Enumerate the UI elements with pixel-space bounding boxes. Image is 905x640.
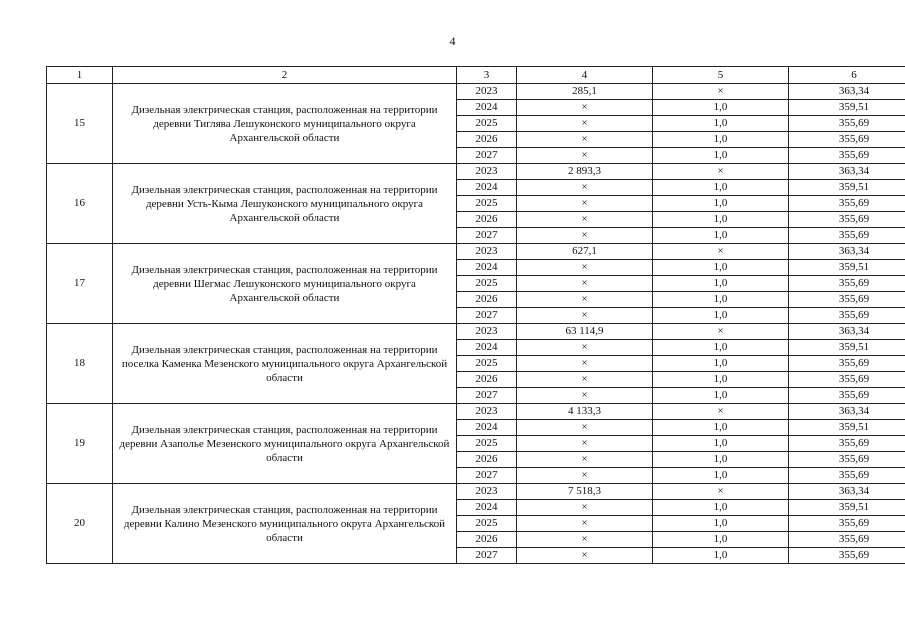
table-row [47, 484, 905, 500]
value-cell-col4: × [517, 228, 653, 244]
value-cell-col6: 355,69 [789, 196, 905, 212]
value-cell-col4: × [517, 532, 653, 548]
year-cell: 2026 [457, 452, 517, 468]
entry-number: 17 [47, 244, 113, 324]
year-cell: 2024 [457, 500, 517, 516]
value-cell-col6: 355,69 [789, 356, 905, 372]
value-cell-col4: × [517, 356, 653, 372]
value-cell-col5: 1,0 [653, 356, 789, 372]
value-cell-col5: × [653, 244, 789, 260]
value-cell-col6: 363,34 [789, 244, 905, 260]
year-cell: 2024 [457, 100, 517, 116]
value-cell-col5: × [653, 324, 789, 340]
value-cell-col4: 63 114,9 [517, 324, 653, 340]
value-cell-col6: 359,51 [789, 500, 905, 516]
year-cell: 2023 [457, 404, 517, 420]
value-cell-col4: × [517, 180, 653, 196]
value-cell-col5: × [653, 484, 789, 500]
value-cell-col4: 2 893,3 [517, 164, 653, 180]
column-header: 6 [789, 67, 905, 84]
year-cell: 2025 [457, 116, 517, 132]
value-cell-col5: 1,0 [653, 196, 789, 212]
value-cell-col6: 355,69 [789, 276, 905, 292]
value-cell-col5: 1,0 [653, 420, 789, 436]
year-cell: 2025 [457, 436, 517, 452]
value-cell-col4: × [517, 260, 653, 276]
year-cell: 2024 [457, 180, 517, 196]
value-cell-col5: 1,0 [653, 276, 789, 292]
value-cell-col4: 7 518,3 [517, 484, 653, 500]
year-cell: 2023 [457, 164, 517, 180]
entry-description: Дизельная электрическая станция, расположенная на территории деревни Тиглява Лешуконского муниципального округа Архангельской области [113, 84, 457, 164]
value-cell-col6: 355,69 [789, 212, 905, 228]
value-cell-col5: 1,0 [653, 548, 789, 564]
year-cell: 2026 [457, 212, 517, 228]
year-cell: 2025 [457, 196, 517, 212]
table-row [47, 324, 905, 340]
year-cell: 2023 [457, 484, 517, 500]
column-header: 2 [113, 67, 457, 84]
column-header: 1 [47, 67, 113, 84]
value-cell-col6: 359,51 [789, 420, 905, 436]
column-header: 4 [517, 67, 653, 84]
value-cell-col6: 355,69 [789, 452, 905, 468]
entry-description: Дизельная электрическая станция, расположенная на территории поселка Каменка Мезенского муниципального округа Архангельской области [113, 324, 457, 404]
value-cell-col5: 1,0 [653, 452, 789, 468]
value-cell-col4: × [517, 148, 653, 164]
value-cell-col4: 627,1 [517, 244, 653, 260]
value-cell-col5: 1,0 [653, 212, 789, 228]
entry-number: 16 [47, 164, 113, 244]
column-header: 3 [457, 67, 517, 84]
value-cell-col6: 355,69 [789, 132, 905, 148]
value-cell-col4: × [517, 276, 653, 292]
value-cell-col5: × [653, 404, 789, 420]
entry-description: Дизельная электрическая станция, расположенная на территории деревни Азаполье Мезенского муниципального округа Архангельской области [113, 404, 457, 484]
year-cell: 2027 [457, 308, 517, 324]
value-cell-col5: 1,0 [653, 116, 789, 132]
year-cell: 2027 [457, 548, 517, 564]
value-cell-col4: × [517, 292, 653, 308]
value-cell-col4: × [517, 548, 653, 564]
value-cell-col6: 355,69 [789, 372, 905, 388]
tariff-table-body [47, 67, 905, 564]
year-cell: 2024 [457, 420, 517, 436]
value-cell-col6: 355,69 [789, 308, 905, 324]
entry-number: 18 [47, 324, 113, 404]
value-cell-col4: × [517, 100, 653, 116]
value-cell-col5: 1,0 [653, 340, 789, 356]
value-cell-col6: 355,69 [789, 228, 905, 244]
value-cell-col5: 1,0 [653, 308, 789, 324]
value-cell-col4: 285,1 [517, 84, 653, 100]
value-cell-col4: × [517, 340, 653, 356]
entry-number: 19 [47, 404, 113, 484]
value-cell-col6: 363,34 [789, 404, 905, 420]
value-cell-col6: 355,69 [789, 436, 905, 452]
year-cell: 2027 [457, 468, 517, 484]
value-cell-col6: 355,69 [789, 468, 905, 484]
column-header: 5 [653, 67, 789, 84]
year-cell: 2025 [457, 516, 517, 532]
year-cell: 2027 [457, 388, 517, 404]
value-cell-col4: × [517, 388, 653, 404]
value-cell-col5: 1,0 [653, 180, 789, 196]
year-cell: 2023 [457, 324, 517, 340]
year-cell: 2025 [457, 276, 517, 292]
value-cell-col6: 359,51 [789, 340, 905, 356]
column-number-row [47, 67, 905, 84]
value-cell-col5: × [653, 84, 789, 100]
value-cell-col4: × [517, 308, 653, 324]
year-cell: 2024 [457, 260, 517, 276]
year-cell: 2027 [457, 228, 517, 244]
value-cell-col6: 355,69 [789, 292, 905, 308]
value-cell-col5: 1,0 [653, 228, 789, 244]
value-cell-col4: × [517, 468, 653, 484]
year-cell: 2026 [457, 292, 517, 308]
value-cell-col5: 1,0 [653, 388, 789, 404]
value-cell-col6: 363,34 [789, 324, 905, 340]
entry-description: Дизельная электрическая станция, расположенная на территории деревни Усть-Кыма Лешуконского муниципального округа Архангельской области [113, 164, 457, 244]
value-cell-col5: 1,0 [653, 100, 789, 116]
year-cell: 2027 [457, 148, 517, 164]
value-cell-col5: 1,0 [653, 292, 789, 308]
value-cell-col6: 359,51 [789, 180, 905, 196]
page-number: 4 [449, 34, 456, 48]
year-cell: 2026 [457, 532, 517, 548]
value-cell-col5: × [653, 164, 789, 180]
value-cell-col4: 4 133,3 [517, 404, 653, 420]
value-cell-col4: × [517, 372, 653, 388]
value-cell-col5: 1,0 [653, 132, 789, 148]
entry-description: Дизельная электрическая станция, расположенная на территории деревни Шегмас Лешуконского муниципального округа Архангельской области [113, 244, 457, 324]
value-cell-col5: 1,0 [653, 148, 789, 164]
table-row [47, 404, 905, 420]
entry-number: 20 [47, 484, 113, 564]
table-row [47, 244, 905, 260]
year-cell: 2026 [457, 132, 517, 148]
year-cell: 2026 [457, 372, 517, 388]
table-row [47, 164, 905, 180]
value-cell-col6: 355,69 [789, 388, 905, 404]
value-cell-col5: 1,0 [653, 468, 789, 484]
value-cell-col5: 1,0 [653, 260, 789, 276]
value-cell-col6: 355,69 [789, 532, 905, 548]
value-cell-col6: 355,69 [789, 116, 905, 132]
value-cell-col4: × [517, 212, 653, 228]
value-cell-col6: 355,69 [789, 548, 905, 564]
value-cell-col4: × [517, 420, 653, 436]
value-cell-col5: 1,0 [653, 532, 789, 548]
year-cell: 2023 [457, 244, 517, 260]
value-cell-col6: 359,51 [789, 100, 905, 116]
value-cell-col4: × [517, 436, 653, 452]
value-cell-col6: 355,69 [789, 148, 905, 164]
tariff-table [46, 66, 905, 564]
value-cell-col4: × [517, 116, 653, 132]
value-cell-col5: 1,0 [653, 436, 789, 452]
value-cell-col5: 1,0 [653, 516, 789, 532]
entry-description: Дизельная электрическая станция, расположенная на территории деревни Калино Мезенского муниципального округа Архангельской области [113, 484, 457, 564]
year-cell: 2023 [457, 84, 517, 100]
value-cell-col6: 363,34 [789, 84, 905, 100]
value-cell-col4: × [517, 500, 653, 516]
value-cell-col4: × [517, 452, 653, 468]
value-cell-col4: × [517, 516, 653, 532]
value-cell-col4: × [517, 196, 653, 212]
value-cell-col5: 1,0 [653, 500, 789, 516]
value-cell-col6: 363,34 [789, 164, 905, 180]
value-cell-col6: 363,34 [789, 484, 905, 500]
year-cell: 2024 [457, 340, 517, 356]
value-cell-col4: × [517, 132, 653, 148]
entry-number: 15 [47, 84, 113, 164]
year-cell: 2025 [457, 356, 517, 372]
table-row [47, 84, 905, 100]
value-cell-col6: 355,69 [789, 516, 905, 532]
value-cell-col6: 359,51 [789, 260, 905, 276]
value-cell-col5: 1,0 [653, 372, 789, 388]
